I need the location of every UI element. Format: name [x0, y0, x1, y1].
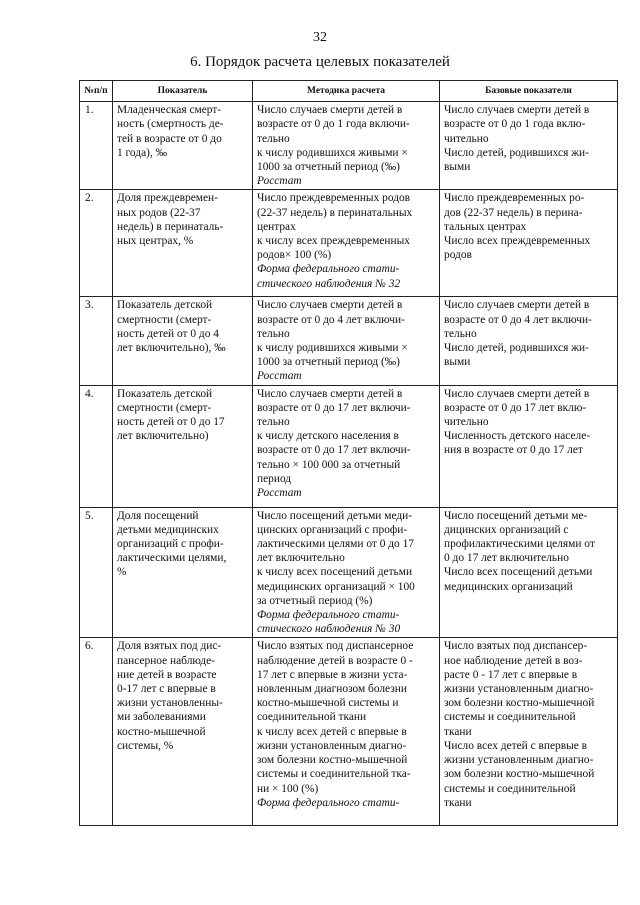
method-cell-line: системы и соединительной тка-: [257, 768, 411, 781]
indicator-cell-line: жизни установленны-: [117, 697, 223, 710]
table-row: [80, 507, 618, 638]
indicator-cell: [113, 190, 253, 297]
base-cell-line: ткани: [444, 796, 472, 809]
data-source-line: стического наблюдения № 30: [257, 623, 401, 636]
table-row: [80, 190, 618, 297]
base-cell-line: Число взятых под диспансер-: [444, 640, 588, 653]
data-source-line: Форма федерального стати-: [257, 609, 400, 622]
table-row: [80, 297, 618, 385]
indicator-cell-line: Показатель детской: [117, 299, 213, 312]
base-cell-line: ткани: [444, 725, 472, 738]
targets-table: [79, 80, 618, 826]
indicator-cell: [113, 385, 253, 507]
indicator-cell-line: детьми медицинских: [117, 523, 219, 536]
method-cell-line: 17 лет с впервые в жизни уста-: [257, 668, 408, 681]
indicator-cell-line: ние детей в возрасте: [117, 668, 217, 681]
method-cell: [253, 190, 440, 297]
base-cell-line: тальных центрах: [444, 220, 527, 233]
base-cell-line: жизни установленным диагно-: [444, 683, 594, 696]
method-cell-line: к числу родившихся живыми ×: [257, 342, 408, 355]
base-cell-line: зом болезни костно-мышечной: [444, 697, 595, 710]
indicator-cell: [113, 507, 253, 638]
method-cell-line: к числу всех посещений детьми: [257, 566, 413, 579]
row-number: 1.: [80, 102, 113, 190]
indicator-cell-line: 1 года), ‰: [117, 146, 168, 159]
data-source-line: Росстат: [257, 175, 302, 188]
base-cell-line: системы и соединительной: [444, 711, 576, 724]
method-cell: [253, 297, 440, 385]
method-cell-line: Число случаев смерти детей в: [257, 299, 403, 312]
method-cell: [253, 638, 440, 826]
method-cell-line: жизни установленным диагно-: [257, 739, 407, 752]
method-cell-line: 1000 за отчетный период (‰): [257, 161, 400, 174]
method-cell-line: Число посещений детьми меди-: [257, 509, 413, 522]
indicator-cell-line: лет включительно): [117, 430, 209, 443]
base-cell-line: возрасте от 0 до 17 лет вклю-: [444, 401, 587, 414]
row-number: 2.: [80, 190, 113, 297]
indicator-cell-line: тей в возрасте от 0 до: [117, 132, 222, 145]
base-cell-line: жизни установленным диагно-: [444, 754, 594, 767]
data-source-line: Форма федерального стати-: [257, 796, 400, 809]
data-source-line: Форма федерального стати-: [257, 263, 400, 276]
method-cell-line: новленным диагнозом болезни: [257, 683, 407, 696]
indicator-cell-line: лет включительно), ‰: [117, 342, 226, 355]
indicator-cell-line: ных родов (22-37: [117, 206, 201, 219]
method-cell-line: к числу всех преждевременных: [257, 235, 410, 248]
method-cell: [253, 507, 440, 638]
indicator-cell-line: ность детей от 0 до 4: [117, 327, 219, 340]
indicator-cell-line: ность детей от 0 до 17: [117, 416, 225, 429]
indicator-cell-line: %: [117, 566, 127, 579]
base-cell-line: Число детей, родившихся жи-: [444, 342, 589, 355]
indicator-cell-line: лактическими целями,: [117, 552, 227, 565]
method-cell-line: к числу детского населения в: [257, 430, 399, 443]
method-cell-line: к числу родившихся живыми ×: [257, 146, 408, 159]
table-header-row: [80, 81, 618, 102]
method-cell: [253, 385, 440, 507]
header-indicator: Показатель: [113, 81, 253, 102]
method-cell-line: к числу всех детей с впервые в: [257, 725, 407, 738]
method-cell-line: наблюдение детей в возрасте 0 -: [257, 654, 413, 667]
indicator-cell-line: смертности (смерт-: [117, 313, 212, 326]
table-row: [80, 102, 618, 190]
base-cell-line: Число всех посещений детьми: [444, 566, 593, 579]
base-cell-line: ния в возрасте от 0 до 17 лет: [444, 444, 583, 457]
method-cell: [253, 102, 440, 190]
method-cell-line: центрах: [257, 220, 296, 233]
method-cell-line: тельно × 100 000 за отчетный: [257, 458, 401, 471]
base-cell-line: ное наблюдение детей в воз-: [444, 654, 583, 667]
base-cell-line: дицинских организаций с: [444, 523, 569, 536]
base-cell: [440, 507, 618, 638]
method-cell-line: тельно: [257, 327, 290, 340]
base-cell-line: Число случаев смерти детей в: [444, 387, 590, 400]
indicator-cell-line: 0-17 лет с впервые в: [117, 683, 216, 696]
method-cell-line: за отчетный период (%): [257, 594, 373, 607]
table-row: [80, 385, 618, 507]
base-cell: [440, 638, 618, 826]
data-source-line: Росстат: [257, 370, 302, 383]
base-cell-line: Число детей, родившихся жи-: [444, 146, 589, 159]
base-cell-line: Число посещений детьми ме-: [444, 509, 588, 522]
base-cell-line: Число преждевременных ро-: [444, 192, 585, 205]
base-cell: [440, 102, 618, 190]
indicator-cell-line: Доля посещений: [117, 509, 199, 522]
method-cell-line: период: [257, 472, 292, 485]
base-cell: [440, 385, 618, 507]
indicator-cell-line: ми заболеваниями: [117, 711, 206, 724]
row-number: 3.: [80, 297, 113, 385]
base-cell-line: возрасте от 0 до 1 года вклю-: [444, 118, 586, 131]
base-cell-line: 0 до 17 лет включительно: [444, 552, 569, 565]
indicator-cell-line: пансерное наблюде-: [117, 654, 215, 667]
base-cell-line: чительно: [444, 416, 489, 429]
method-cell-line: цинских организаций с профи-: [257, 523, 408, 536]
base-cell-line: Число всех детей с впервые в: [444, 739, 588, 752]
base-cell-line: выми: [444, 161, 471, 174]
base-cell-line: профилактическими целями от: [444, 538, 595, 551]
method-cell-line: Число преждевременных родов: [257, 192, 411, 205]
indicator-cell-line: Доля взятых под дис-: [117, 640, 222, 653]
section-title: 6. Порядок расчета целевых показателей: [190, 54, 450, 70]
table-row: [80, 638, 618, 826]
base-cell-line: расте 0 - 17 лет с впервые в: [444, 668, 578, 681]
method-cell-line: возрасте от 0 до 17 лет включи-: [257, 444, 411, 457]
indicator-cell-line: системы, %: [117, 739, 174, 752]
base-cell-line: дов (22-37 недель) в перина-: [444, 206, 583, 219]
table-body: [80, 102, 618, 826]
indicator-cell: [113, 638, 253, 826]
row-number: 5.: [80, 507, 113, 638]
base-cell-line: зом болезни костно-мышечной: [444, 768, 595, 781]
indicator-cell: [113, 102, 253, 190]
base-cell-line: тельно: [444, 327, 477, 340]
base-cell-line: выми: [444, 356, 471, 369]
base-cell-line: Число случаев смерти детей в: [444, 299, 590, 312]
row-number: 6.: [80, 638, 113, 826]
row-number: 4.: [80, 385, 113, 507]
method-cell-line: возрасте от 0 до 4 лет включи-: [257, 313, 405, 326]
method-cell-line: Число взятых под диспансерное: [257, 640, 414, 653]
method-cell-line: лет включительно: [257, 552, 345, 565]
base-cell-line: медицинских организаций: [444, 580, 573, 593]
header-base: Базовые показатели: [440, 81, 618, 102]
method-cell-line: медицинских организаций × 100: [257, 580, 415, 593]
method-cell-line: 1000 за отчетный период (‰): [257, 356, 400, 369]
method-cell-line: соединительной ткани: [257, 711, 367, 724]
base-cell-line: возрасте от 0 до 4 лет включи-: [444, 313, 592, 326]
page-number: 32: [313, 30, 327, 45]
base-cell-line: родов: [444, 249, 472, 262]
method-cell-line: возрасте от 0 до 1 года включи-: [257, 118, 410, 131]
base-cell-line: Число всех преждевременных: [444, 235, 591, 248]
indicator-cell-line: ных центрах, %: [117, 235, 194, 248]
indicator-cell-line: недель) в перинаталь-: [117, 220, 224, 233]
indicator-cell-line: костно-мышечной: [117, 725, 206, 738]
method-cell-line: костно-мышечной системы и: [257, 697, 399, 710]
method-cell-line: ни × 100 (%): [257, 782, 319, 795]
method-cell-line: родов× 100 (%): [257, 249, 332, 262]
method-cell-line: Число случаев смерти детей в: [257, 104, 403, 117]
method-cell-line: (22-37 недель) в перинатальных: [257, 206, 413, 219]
indicator-cell-line: Показатель детской: [117, 387, 213, 400]
base-cell: [440, 190, 618, 297]
base-cell-line: Число случаев смерти детей в: [444, 104, 590, 117]
data-source-line: стического наблюдения № 32: [257, 277, 401, 290]
method-cell-line: тельно: [257, 132, 290, 145]
base-cell-line: Численность детского населе-: [444, 430, 591, 443]
method-cell-line: Число случаев смерти детей в: [257, 387, 403, 400]
indicator-cell: [113, 297, 253, 385]
indicator-cell-line: ность (смертность де-: [117, 118, 224, 131]
method-cell-line: возрасте от 0 до 17 лет включи-: [257, 401, 411, 414]
header-method: Методика расчета: [253, 81, 440, 102]
indicator-cell-line: организаций с профи-: [117, 538, 224, 551]
header-number: №п/п: [80, 81, 113, 102]
base-cell-line: системы и соединительной: [444, 782, 576, 795]
base-cell: [440, 297, 618, 385]
indicator-cell-line: смертности (смерт-: [117, 401, 212, 414]
method-cell-line: зом болезни костно-мышечной: [257, 754, 408, 767]
data-source-line: Росстат: [257, 487, 302, 500]
indicator-cell-line: Доля преждевремен-: [117, 192, 218, 205]
indicator-cell-line: Младенческая смерт-: [117, 104, 222, 117]
base-cell-line: чительно: [444, 132, 489, 145]
method-cell-line: тельно: [257, 416, 290, 429]
method-cell-line: лактическими целями от 0 до 17: [257, 538, 414, 551]
